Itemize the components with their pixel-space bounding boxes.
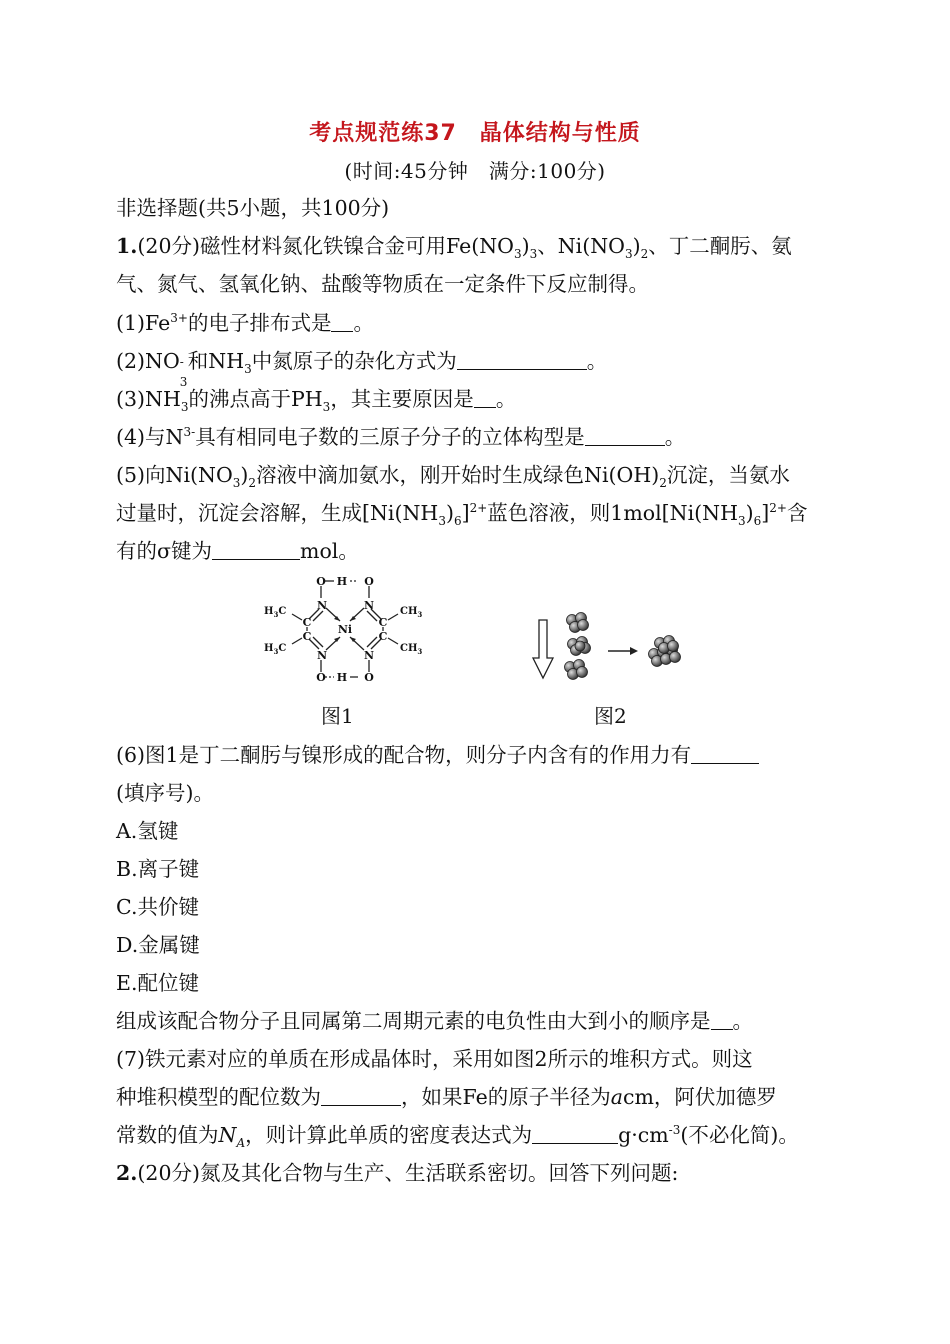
- text: (4)与N: [116, 425, 184, 449]
- text: 沉淀，当氨水: [666, 463, 790, 487]
- exam-info: (时间:45分钟 满分:100分): [344, 159, 606, 183]
- answer-blank[interactable]: [474, 387, 496, 408]
- text: 3: [417, 610, 423, 619]
- answer-blank[interactable]: [212, 539, 300, 560]
- text: H: [264, 643, 274, 654]
- text: -3: [668, 1123, 681, 1138]
- atom-label: N: [363, 599, 375, 612]
- text: ，如果Fe的原子半径为: [401, 1085, 611, 1109]
- text: 和NH: [187, 349, 245, 373]
- q1-part7-line3: [116, 1121, 799, 1149]
- text: CH: [400, 606, 418, 617]
- option-c: C.共价键: [116, 895, 199, 919]
- text: ): [240, 463, 249, 487]
- atom-label: H: [336, 671, 348, 684]
- text: ): [632, 234, 641, 258]
- q1-intro-line1: [116, 232, 792, 260]
- q1-part6-line3: [116, 1007, 753, 1035]
- atom-label: Ni: [337, 623, 353, 636]
- text: C: [278, 606, 287, 617]
- q1-part5-line1: [116, 461, 790, 489]
- text: ): [445, 501, 454, 525]
- text: 3: [273, 610, 279, 619]
- text: 6: [753, 514, 762, 529]
- atom-label: N: [363, 649, 375, 662]
- text: a: [610, 1085, 623, 1109]
- text: (2)NO: [116, 349, 180, 373]
- figure-2-caption: 图2: [594, 704, 627, 728]
- methyl-label: [264, 643, 286, 656]
- text: (1)Fe: [116, 311, 171, 335]
- text: 3: [180, 400, 189, 415]
- text: ): [745, 501, 754, 525]
- text: 的沸点高于PH: [188, 387, 323, 411]
- atom-label: N: [316, 649, 328, 662]
- q1-part6-line2: (填序号)。: [116, 781, 214, 805]
- text: 3: [513, 247, 522, 262]
- q1-part4: [116, 423, 685, 451]
- q1-number: 1.: [116, 234, 138, 258]
- text: (20分)磁性材料氮化铁镍合金可用Fe(NO: [137, 234, 514, 258]
- text: 中氮原子的杂化方式为: [251, 349, 457, 373]
- text: 种堆积模型的配位数为: [116, 1085, 321, 1109]
- figure-1-caption: 图1: [321, 704, 354, 728]
- text: 2+: [769, 501, 787, 516]
- atom-label: C: [302, 616, 312, 629]
- text: (6)图1是丁二酮肟与镍形成的配合物，则分子内含有的作用力有: [116, 743, 692, 767]
- text: N: [218, 1123, 237, 1147]
- text: ): [521, 234, 530, 258]
- atom-label: H: [336, 575, 348, 588]
- text: 3: [273, 647, 279, 656]
- text: 。: [353, 311, 374, 335]
- answer-blank[interactable]: [691, 743, 759, 764]
- text: (3)NH: [116, 387, 181, 411]
- q1-part3: [116, 385, 516, 413]
- q1-part6-line1: [116, 741, 759, 769]
- text: 含: [786, 501, 808, 525]
- text: C: [278, 643, 287, 654]
- text: A: [236, 1136, 246, 1151]
- text: cm，阿伏加德罗: [622, 1085, 777, 1109]
- answer-blank[interactable]: [711, 1009, 733, 1030]
- text: H: [264, 606, 274, 617]
- option-e: E.配位键: [116, 971, 199, 995]
- text: 2: [659, 476, 667, 491]
- text: 蓝色溶液，则1mol[Ni(NH: [487, 501, 738, 525]
- text: 3: [529, 247, 538, 262]
- text: 的电子排布式是: [187, 311, 332, 335]
- figure-2-stacking: [530, 608, 700, 688]
- text: 溶液中滴加氨水，刚开始时生成绿色Ni(OH): [256, 463, 660, 487]
- right-arrow-icon: [630, 647, 638, 655]
- down-arrow-icon: [533, 620, 553, 678]
- answer-blank[interactable]: [331, 311, 353, 332]
- methyl-label: [400, 606, 422, 619]
- text: 3: [737, 514, 746, 529]
- text: 。: [732, 1009, 753, 1033]
- figure-1-structure: [262, 568, 442, 690]
- text: g·cm: [618, 1123, 669, 1147]
- atom-label: O: [364, 575, 374, 588]
- q1-part1: [116, 309, 374, 337]
- text: 6: [453, 514, 462, 529]
- methyl-label: [400, 643, 422, 656]
- text: 2: [248, 476, 257, 491]
- q2-number: 2.: [116, 1161, 138, 1185]
- page-title: 考点规范练37 晶体结构与性质: [309, 121, 641, 146]
- option-b: B.离子键: [116, 857, 200, 881]
- text: 3: [438, 514, 446, 529]
- text: 、丁二酮肟、氨: [648, 234, 792, 258]
- text: 3: [417, 647, 423, 656]
- text: 2: [640, 247, 649, 262]
- text: 2+: [469, 501, 488, 516]
- text: 具有相同电子数的三原子分子的立体构型是: [195, 425, 585, 449]
- text: ，其主要原因是: [330, 387, 474, 411]
- q1-part2: (2)NO - 3 和$NH_3$中氮原子的杂化方式为 。: [116, 349, 608, 389]
- text: ]: [761, 501, 770, 525]
- q1-intro-line2: 气、氮气、氢氧化钠、盐酸等物质在一定条件下反应制得。: [116, 272, 649, 296]
- q1-part7-line1: (7)铁元素对应的单质在形成晶体时，采用如图2所示的堆积方式。则这: [116, 1047, 753, 1071]
- text: 有的σ键为: [116, 539, 212, 563]
- text: 。: [664, 425, 686, 449]
- atom-label: O: [316, 671, 326, 684]
- text: 3+: [170, 311, 188, 326]
- q1-part5-line2: [116, 499, 807, 527]
- option-a: A.氢键: [116, 819, 179, 843]
- answer-blank[interactable]: [457, 349, 587, 370]
- atom-label: C: [302, 630, 312, 643]
- q1-part5-line3: [116, 537, 359, 565]
- text: 过量时，沉淀会溶解，生成[Ni(NH: [116, 501, 439, 525]
- q1-part7-line2: [116, 1083, 777, 1111]
- text: CH: [400, 643, 418, 654]
- atom-label: C: [378, 630, 388, 643]
- text: mol。: [300, 539, 359, 563]
- text: 3: [244, 362, 252, 377]
- atom-label: C: [378, 616, 388, 629]
- text: ]: [461, 501, 470, 525]
- text: 3: [232, 476, 241, 491]
- atom-label: O: [316, 575, 326, 588]
- text: ，则计算此单质的密度表达式为: [245, 1123, 533, 1147]
- q2-intro: [116, 1159, 678, 1187]
- text: 3-: [183, 425, 196, 440]
- text: (5)向Ni(NO: [116, 463, 233, 487]
- text: (20分)氮及其化合物与生产、生活联系密切。回答下列问题:: [137, 1161, 679, 1185]
- answer-blank[interactable]: [585, 425, 665, 446]
- text: (不必化简)。: [680, 1123, 799, 1147]
- text: 3: [322, 400, 331, 415]
- text: 常数的值为: [116, 1123, 219, 1147]
- atom-label: O: [364, 671, 374, 684]
- answer-blank[interactable]: [321, 1085, 401, 1106]
- section-heading: 非选择题(共5小题，共100分): [116, 196, 390, 220]
- atom-label: N: [316, 599, 328, 612]
- text: 。: [495, 387, 517, 411]
- text: 。: [586, 349, 608, 373]
- text: 、Ni(NO: [537, 234, 625, 258]
- methyl-label: [264, 606, 286, 619]
- option-d: D.金属键: [116, 933, 200, 957]
- text: 组成该配合物分子且同属第二周期元素的电负性由大到小的顺序是: [116, 1009, 711, 1033]
- answer-blank[interactable]: [532, 1123, 618, 1144]
- text: 3: [625, 247, 633, 262]
